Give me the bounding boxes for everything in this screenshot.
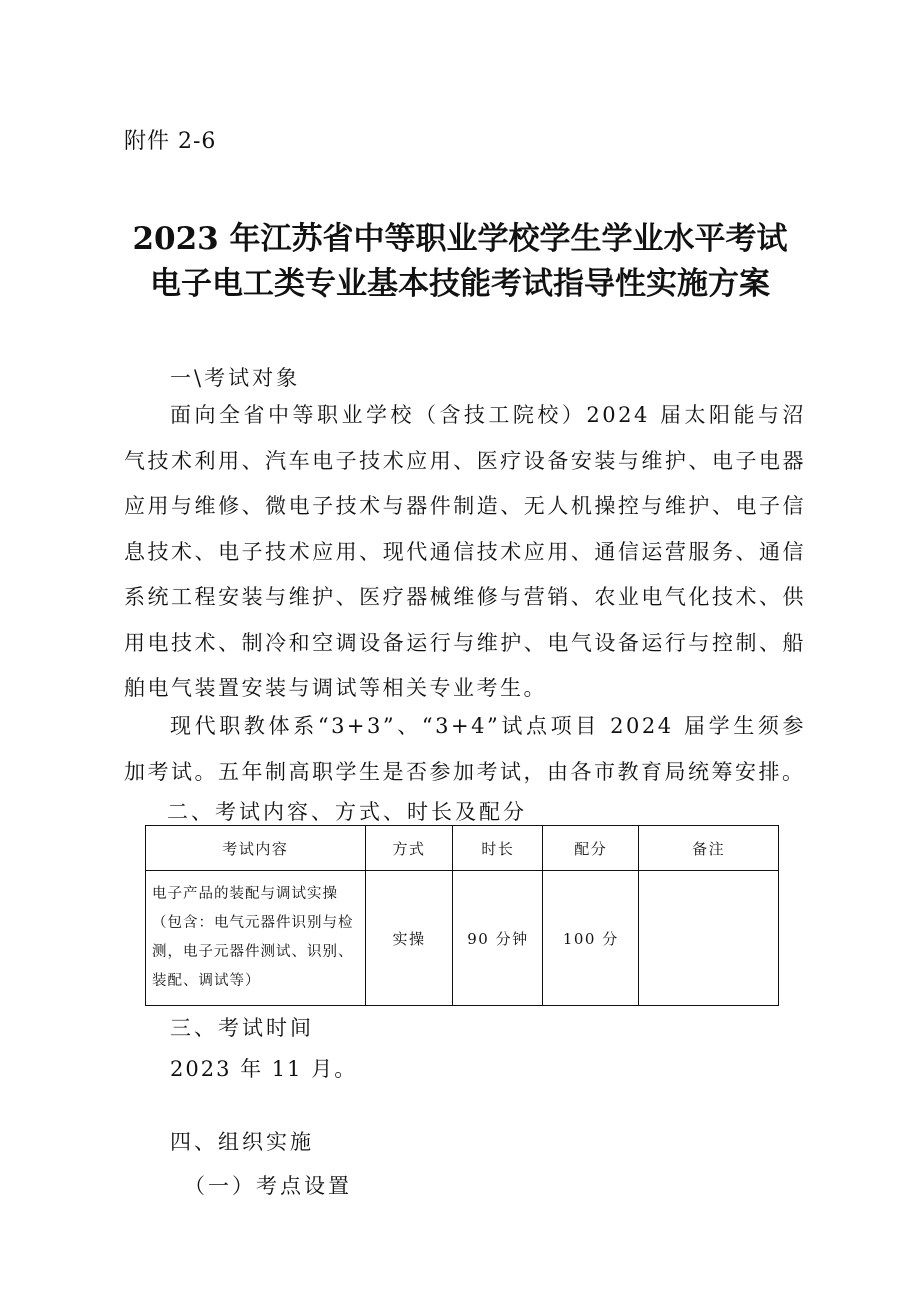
attachment-label: 附件 2-6 [124, 129, 217, 154]
section-2-heading: 二、考试内容、方式、时长及配分 [167, 800, 527, 824]
header-method: 方式 [365, 826, 453, 871]
table-row [146, 871, 779, 1006]
section-1-paragraph-1: 面向全省中等职业学校（含技工院校）2024 届太阳能与沼气技术利用、汽车电子技术应用、医疗设备安装与维护、电子电器应用与维修、微电子技术与器件制造、无人机操控与维护、电子信息技术、电子技术应用、现代通信技术应用、通信运营服务、通信系统工程安装与维护、医疗器械维修与营销、农业电气化技术、供用电技术、制冷和空调设备运行与维护、电气设备运行与控制、船舶电气装置安装与调试等相关专业考生。 [124, 403, 806, 700]
section-3-text: 2023 年 11 月。 [170, 1057, 358, 1081]
section-4-heading: 四、组织实施 [170, 1130, 314, 1154]
cell-method: 实操 [365, 871, 453, 1006]
section-3-heading: 三、考试时间 [170, 1016, 314, 1040]
header-score: 配分 [543, 826, 639, 871]
cell-remark [639, 871, 779, 1006]
table-header-row [146, 826, 779, 871]
document-title-line-2: 电子电工类专业基本技能考试指导性实施方案 [150, 266, 770, 302]
section-1-paragraph-2: 现代职教体系“3+3”、“3+4”试点项目 2024 届学生须参加考试。五年制高职学生是否参加考试，由各市教育局统筹安排。 [124, 714, 806, 784]
header-remark: 备注 [639, 826, 779, 871]
exam-table [145, 825, 779, 1006]
header-content: 考试内容 [146, 826, 366, 871]
cell-score: 100 分 [543, 871, 639, 1006]
section-4-subheading-1: （一）考点设置 [184, 1174, 352, 1198]
header-duration: 时长 [453, 826, 543, 871]
document-title-line-1: 2023 年江苏省中等职业学校学生学业水平考试 [132, 221, 788, 257]
section-1-heading: 一\考试对象 [170, 366, 301, 390]
cell-content: 电子产品的装配与调试实操（包含：电气元器件识别与检测，电子元器件测试、识别、装配、调试等） [146, 871, 366, 1006]
cell-duration: 90 分钟 [453, 871, 543, 1006]
